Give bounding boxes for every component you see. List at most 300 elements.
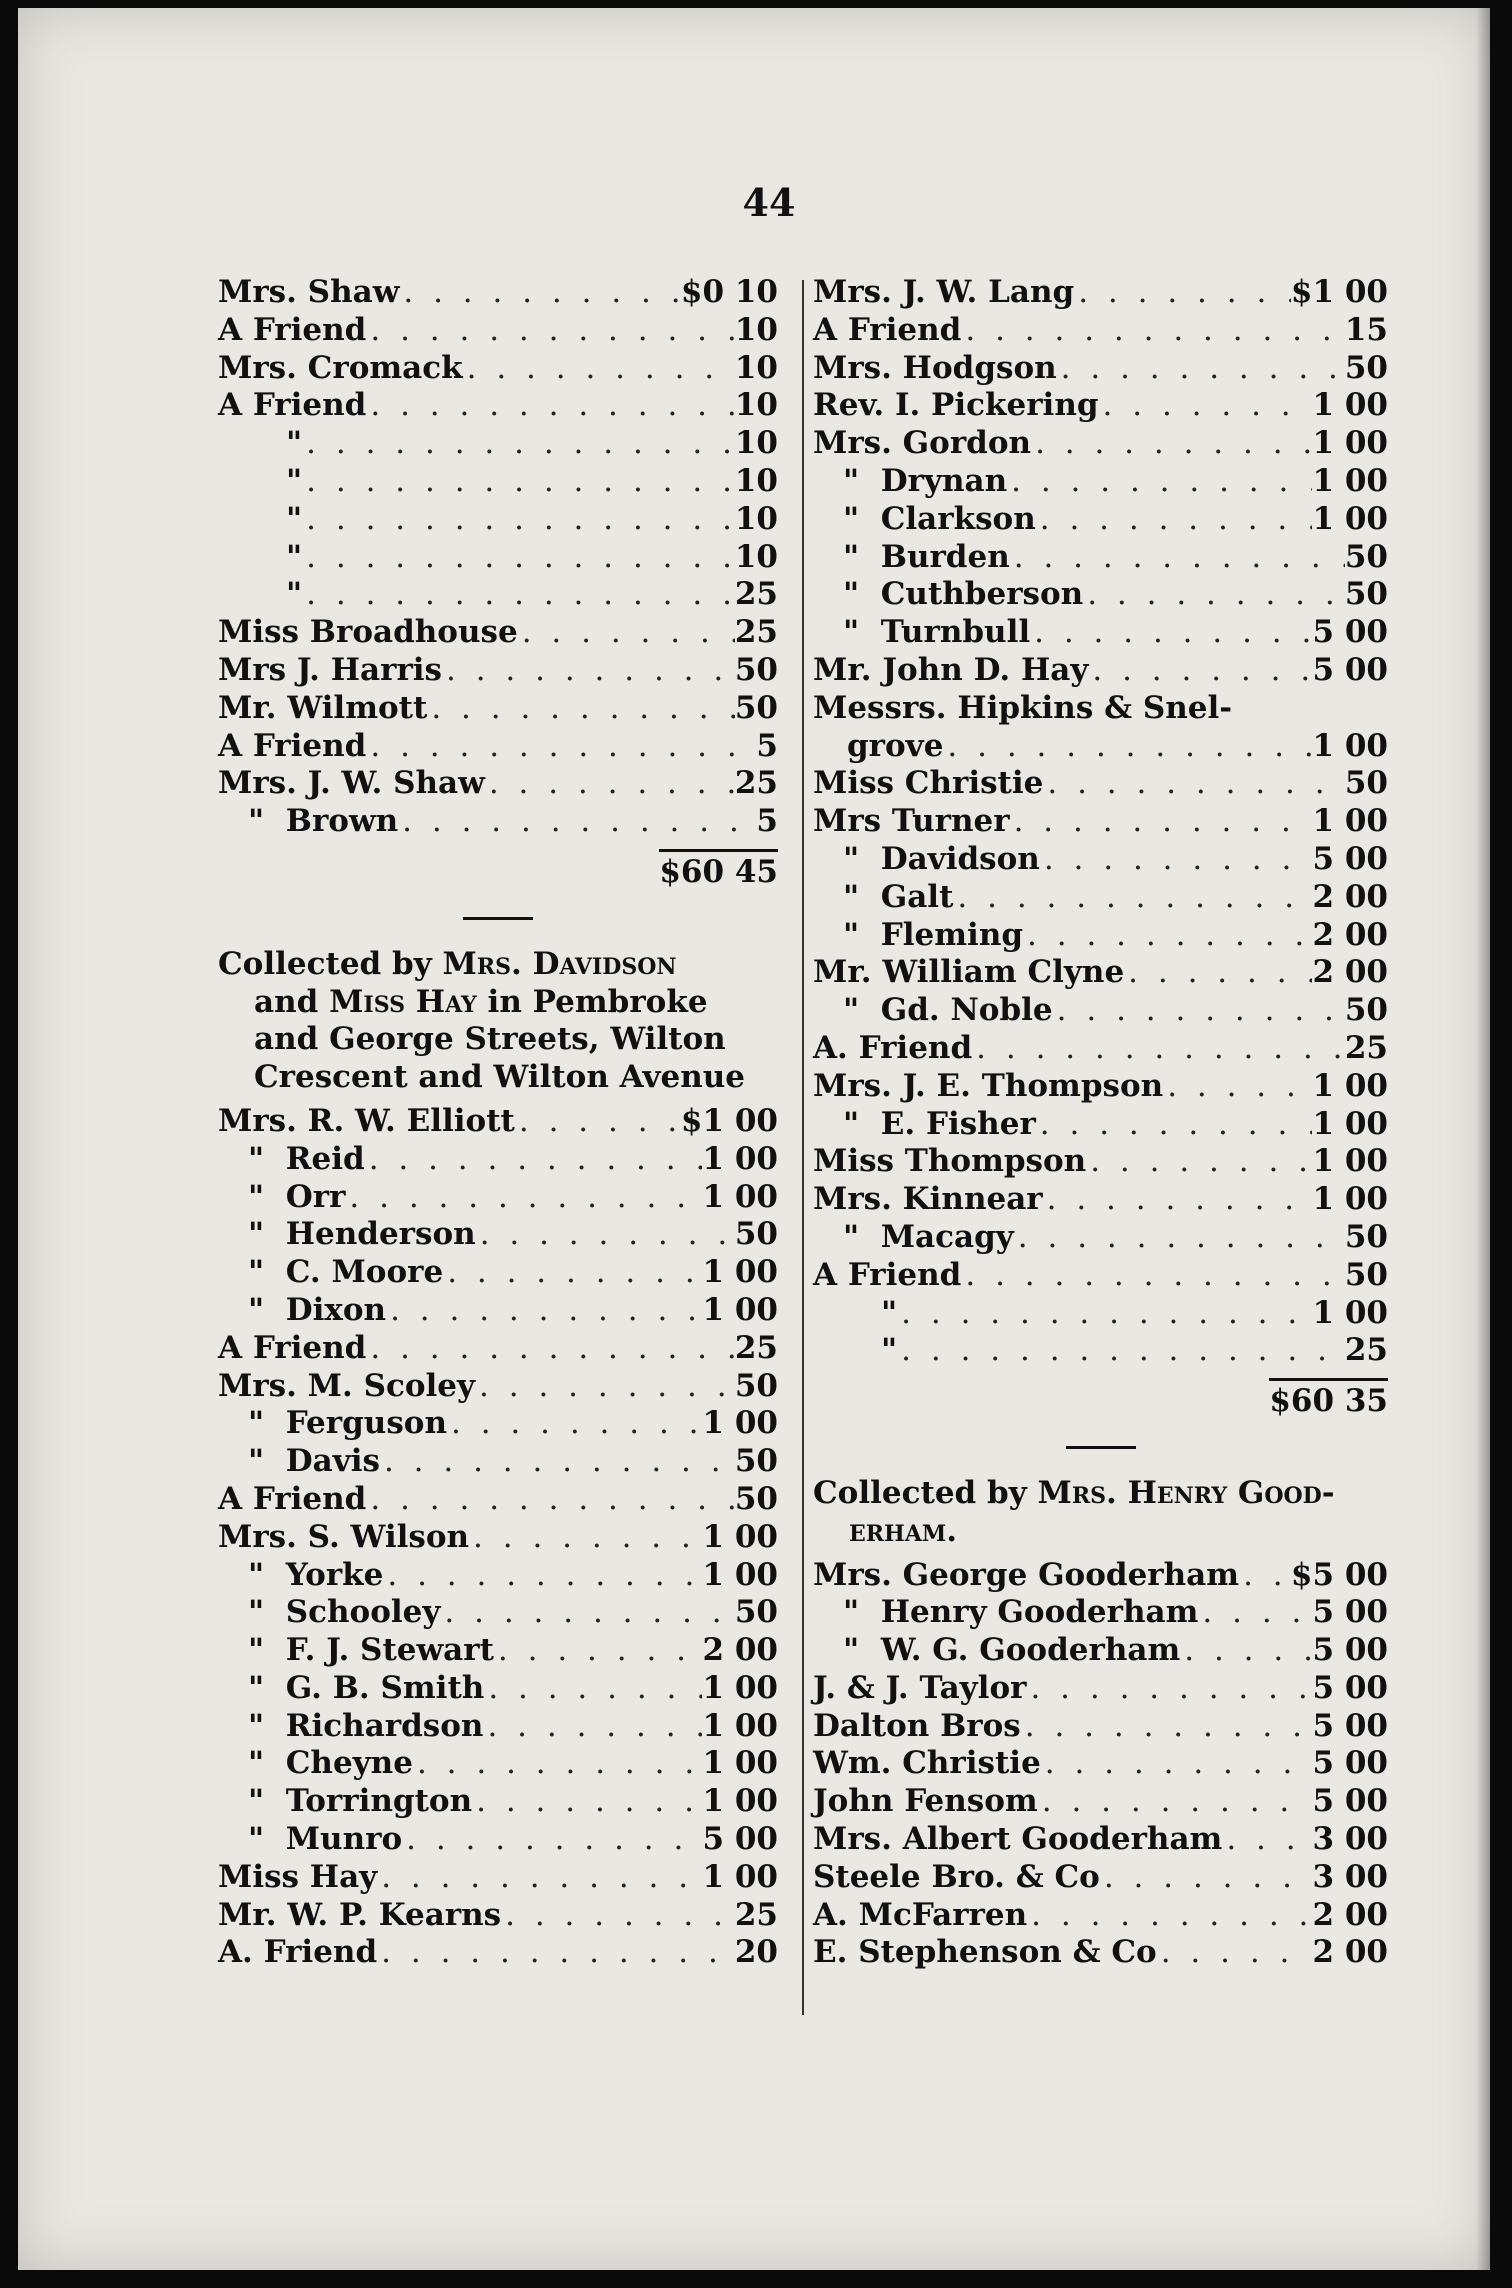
entry-amount: 25 bbox=[734, 614, 778, 651]
entry-amount: 50 bbox=[1344, 992, 1388, 1029]
left-top-total-row bbox=[218, 849, 778, 890]
leader-dots bbox=[1088, 652, 1312, 690]
entry-name: " bbox=[286, 425, 303, 462]
leader-dots bbox=[1027, 1897, 1312, 1935]
entry-name: Mr. W. P. Kearns bbox=[218, 1896, 502, 1933]
entry-name: " Galt bbox=[843, 878, 954, 915]
entry-amount: 1 00 bbox=[702, 1254, 778, 1291]
leader-dots bbox=[1040, 841, 1313, 879]
list-item bbox=[218, 1368, 778, 1406]
entry-amount: 50 bbox=[1344, 349, 1388, 386]
entry-amount: 5 00 bbox=[1312, 614, 1388, 651]
entry-name: " Torrington bbox=[248, 1783, 473, 1820]
entry-name: " Reid bbox=[248, 1140, 365, 1177]
list-item bbox=[218, 728, 778, 766]
list-item bbox=[218, 576, 778, 614]
leader-dots bbox=[1163, 1068, 1312, 1106]
leader-dots bbox=[1099, 387, 1313, 425]
entry-amount: 50 bbox=[1344, 765, 1388, 802]
entry-amount: 25 bbox=[1344, 1332, 1388, 1369]
list-item bbox=[218, 274, 778, 312]
entry-name: A Friend bbox=[218, 311, 367, 348]
list-item bbox=[218, 1103, 778, 1141]
entry-amount: 50 bbox=[1344, 1256, 1388, 1293]
entry-name: " F. J. Stewart bbox=[248, 1632, 494, 1669]
entry-amount: $1 00 bbox=[1290, 274, 1388, 310]
entry-amount: 1 00 bbox=[1312, 803, 1388, 840]
list-item bbox=[813, 1332, 1388, 1370]
entry-amount: 50 bbox=[1344, 576, 1388, 613]
list-item bbox=[813, 992, 1388, 1030]
leader-dots bbox=[383, 1557, 702, 1595]
entry-name: " bbox=[286, 576, 303, 613]
list-item bbox=[813, 954, 1388, 992]
heading-text: Collected by bbox=[813, 1474, 1038, 1511]
leader-dots bbox=[972, 1030, 1345, 1068]
leader-dots bbox=[1083, 576, 1345, 614]
list-item bbox=[813, 652, 1388, 690]
list-item bbox=[813, 1632, 1388, 1670]
entry-amount: 5 bbox=[756, 727, 778, 764]
entry-name: " Burden bbox=[843, 538, 1010, 575]
heading-line-2 bbox=[218, 984, 778, 1022]
list-item bbox=[813, 1670, 1388, 1708]
list-item bbox=[218, 1292, 778, 1330]
list-item bbox=[218, 1405, 778, 1443]
list-item bbox=[813, 1708, 1388, 1746]
entry-name: " Clarkson bbox=[843, 500, 1036, 537]
list-item bbox=[218, 1897, 778, 1935]
entry-amount: 50 bbox=[734, 1480, 778, 1517]
leader-dots bbox=[485, 765, 735, 803]
list-item bbox=[218, 1594, 778, 1632]
entry-name: " W. G. Gooderham bbox=[843, 1632, 1181, 1669]
entry-name: Wm. Christie bbox=[813, 1745, 1041, 1782]
entry-amount: 1 00 bbox=[1312, 387, 1388, 424]
list-item bbox=[813, 841, 1388, 879]
leader-dots bbox=[366, 387, 735, 425]
leader-dots bbox=[494, 1632, 703, 1670]
list-item bbox=[813, 1068, 1388, 1106]
list-item bbox=[813, 1783, 1388, 1821]
entry-amount: 1 00 bbox=[1312, 727, 1388, 764]
entry-amount: 1 00 bbox=[702, 1140, 778, 1177]
list-item bbox=[813, 728, 1388, 766]
entry-amount: 5 bbox=[756, 803, 778, 840]
entry-amount: 15 bbox=[1344, 311, 1388, 348]
entry-name: grove bbox=[847, 727, 944, 764]
heading-collector: Miss Hay bbox=[329, 983, 477, 1020]
entry-amount: 1 00 bbox=[1312, 1105, 1388, 1142]
entry-name: " bbox=[286, 538, 303, 575]
entry-amount: 50 bbox=[1344, 1218, 1388, 1255]
leader-dots bbox=[366, 1481, 735, 1519]
entry-name: Miss Hay bbox=[218, 1858, 378, 1895]
leader-dots bbox=[1010, 803, 1313, 841]
entry-name: Mrs. J. W. Lang bbox=[813, 274, 1075, 310]
list-item bbox=[813, 1219, 1388, 1257]
leader-dots bbox=[1198, 1594, 1312, 1632]
leader-dots bbox=[443, 1254, 702, 1292]
entry-name: " Yorke bbox=[248, 1556, 384, 1593]
leader-dots bbox=[475, 1368, 735, 1406]
leader-dots bbox=[463, 350, 735, 388]
entry-amount: 10 bbox=[734, 425, 778, 462]
leader-dots bbox=[961, 1257, 1345, 1295]
right-column bbox=[813, 274, 1388, 1972]
right-bottom-list bbox=[813, 1557, 1388, 1973]
column-divider bbox=[802, 280, 804, 2015]
entry-amount: 1 00 bbox=[702, 1783, 778, 1820]
entry-name: A Friend bbox=[218, 1329, 367, 1366]
entry-name: " Fleming bbox=[843, 916, 1024, 953]
list-item bbox=[813, 690, 1388, 728]
entry-name: " Gd. Noble bbox=[843, 992, 1053, 1029]
entry-name: Mr. Wilmott bbox=[218, 689, 428, 726]
leader-dots bbox=[1239, 1557, 1291, 1595]
list-item bbox=[813, 1030, 1388, 1068]
right-collection-heading bbox=[813, 1475, 1388, 1551]
entry-amount: $5 00 bbox=[1290, 1556, 1388, 1593]
entry-amount: 25 bbox=[734, 765, 778, 802]
entry-name: " Henderson bbox=[248, 1216, 476, 1253]
entry-name: " Orr bbox=[248, 1178, 346, 1215]
left-collection-heading bbox=[218, 946, 778, 1097]
entry-amount: 1 00 bbox=[702, 1178, 778, 1215]
entry-amount: 1 00 bbox=[1312, 1294, 1388, 1331]
entry-amount: 2 00 bbox=[1312, 1934, 1388, 1971]
leader-dots bbox=[302, 576, 735, 614]
entry-name: Mrs. George Gooderham bbox=[813, 1556, 1240, 1593]
entry-name: Mrs J. Harris bbox=[218, 651, 443, 688]
entry-name: " Dixon bbox=[248, 1291, 387, 1328]
leader-dots bbox=[953, 879, 1312, 917]
entry-amount: 50 bbox=[734, 1367, 778, 1404]
leader-dots bbox=[302, 425, 735, 463]
list-item bbox=[813, 1181, 1388, 1219]
entry-name: J. & J. Taylor bbox=[813, 1669, 1027, 1706]
entry-name: " Cuthberson bbox=[843, 576, 1084, 613]
entry-name: " C. Moore bbox=[248, 1254, 444, 1291]
right-top-list bbox=[813, 274, 1388, 1370]
entry-amount: 1 00 bbox=[702, 1858, 778, 1895]
list-item bbox=[813, 1295, 1388, 1333]
entry-amount: 10 bbox=[734, 387, 778, 424]
leader-dots bbox=[1124, 954, 1312, 992]
entry-amount: 2 00 bbox=[1312, 916, 1388, 953]
entry-amount: 1 00 bbox=[702, 1556, 778, 1593]
entry-name: Mrs. J. E. Thompson bbox=[813, 1067, 1164, 1104]
entry-name: " G. B. Smith bbox=[248, 1669, 485, 1706]
entry-amount: 3 00 bbox=[1312, 1858, 1388, 1895]
entry-amount: 10 bbox=[734, 311, 778, 348]
entry-name: " Munro bbox=[248, 1821, 403, 1858]
list-item bbox=[218, 1859, 778, 1897]
leader-dots bbox=[483, 1708, 702, 1746]
list-item bbox=[218, 1216, 778, 1254]
leader-dots bbox=[427, 690, 735, 728]
entry-name: Miss Christie bbox=[813, 765, 1044, 802]
entry-amount: 20 bbox=[734, 1934, 778, 1971]
leader-dots bbox=[302, 463, 735, 501]
list-item bbox=[813, 1745, 1388, 1783]
entry-amount: 3 00 bbox=[1312, 1821, 1388, 1858]
leader-dots bbox=[1023, 917, 1312, 955]
leader-dots bbox=[377, 1859, 702, 1897]
leader-dots bbox=[447, 1405, 702, 1443]
list-item bbox=[218, 614, 778, 652]
entry-name: Miss Thompson bbox=[813, 1143, 1087, 1180]
entry-name: " bbox=[881, 1332, 898, 1369]
entry-amount: 1 00 bbox=[1312, 500, 1388, 537]
entry-amount: $0 10 bbox=[680, 274, 778, 310]
entry-amount: 50 bbox=[734, 689, 778, 726]
entry-name: " Turnbull bbox=[843, 614, 1031, 651]
entry-amount: 5 00 bbox=[1312, 651, 1388, 688]
section-divider bbox=[463, 917, 533, 920]
list-item bbox=[813, 539, 1388, 577]
leader-dots bbox=[1053, 992, 1345, 1030]
list-item bbox=[813, 463, 1388, 501]
entry-amount: 25 bbox=[734, 576, 778, 613]
heading-line-3: and George Streets, Wilton bbox=[254, 1021, 726, 1058]
entry-name: Dalton Bros bbox=[813, 1707, 1021, 1744]
leader-dots bbox=[1086, 1143, 1312, 1181]
entry-name: Mr. John D. Hay bbox=[813, 651, 1089, 688]
list-item bbox=[218, 1745, 778, 1783]
leader-dots bbox=[476, 1216, 735, 1254]
entry-amount: 1 00 bbox=[1312, 462, 1388, 499]
list-item bbox=[813, 1594, 1388, 1632]
entry-name: Mr. William Clyne bbox=[813, 954, 1125, 991]
right-top-total-row bbox=[813, 1378, 1388, 1420]
list-item bbox=[813, 1106, 1388, 1144]
entry-name: " bbox=[286, 462, 303, 499]
right-top-total: $60 35 bbox=[1269, 1378, 1388, 1421]
list-item bbox=[813, 274, 1388, 312]
entry-name: John Fensom bbox=[813, 1783, 1038, 1820]
list-item bbox=[813, 1821, 1388, 1859]
leader-dots bbox=[366, 728, 756, 766]
left-column bbox=[218, 274, 778, 1972]
entry-name: " bbox=[286, 500, 303, 537]
entry-amount: $1 00 bbox=[680, 1102, 778, 1139]
entry-amount: 5 00 bbox=[1312, 840, 1388, 877]
leader-dots bbox=[366, 312, 735, 350]
entry-amount: 25 bbox=[734, 1896, 778, 1933]
entry-amount: 5 00 bbox=[1312, 1632, 1388, 1669]
entry-amount: 5 00 bbox=[1312, 1594, 1388, 1631]
entry-name: Rev. I. Pickering bbox=[813, 387, 1099, 424]
leader-dots bbox=[1057, 350, 1345, 388]
list-item bbox=[218, 1179, 778, 1217]
list-item bbox=[813, 879, 1388, 917]
leader-dots bbox=[1026, 1670, 1312, 1708]
list-item bbox=[218, 652, 778, 690]
entry-name: Mrs. Hodgson bbox=[813, 349, 1057, 386]
entry-amount: 5 00 bbox=[1312, 1783, 1388, 1820]
list-item bbox=[813, 501, 1388, 539]
entry-amount: 50 bbox=[1344, 538, 1388, 575]
leader-dots bbox=[1038, 1783, 1313, 1821]
leader-dots bbox=[1100, 1859, 1313, 1897]
leader-dots bbox=[897, 1295, 1312, 1333]
list-item bbox=[218, 1934, 778, 1972]
entry-name: " Davidson bbox=[843, 840, 1040, 877]
leader-dots bbox=[442, 652, 735, 690]
page-number: 44 bbox=[742, 180, 796, 225]
list-item bbox=[218, 539, 778, 577]
leader-dots bbox=[501, 1897, 735, 1935]
entry-amount: 25 bbox=[734, 1329, 778, 1366]
entry-amount: 1 00 bbox=[702, 1405, 778, 1442]
entry-name: Mrs. Cromack bbox=[218, 349, 463, 386]
list-item bbox=[218, 1670, 778, 1708]
list-item bbox=[218, 312, 778, 350]
list-item bbox=[218, 1254, 778, 1292]
leader-dots bbox=[1007, 463, 1312, 501]
list-item bbox=[813, 312, 1388, 350]
list-item bbox=[813, 803, 1388, 841]
leader-dots bbox=[897, 1332, 1345, 1370]
entry-name: Miss Broadhouse bbox=[218, 614, 518, 651]
entry-amount: 50 bbox=[734, 1594, 778, 1631]
entry-name: Mrs. Kinnear bbox=[813, 1181, 1043, 1218]
entry-name: Mrs. Albert Gooderham bbox=[813, 1821, 1223, 1858]
heading-text: Collected by bbox=[218, 945, 443, 982]
entry-name: A Friend bbox=[218, 727, 367, 764]
printed-page bbox=[18, 8, 1490, 2270]
entry-name: " Drynan bbox=[843, 462, 1008, 499]
leader-dots bbox=[402, 1821, 702, 1859]
entry-name: " E. Fisher bbox=[843, 1105, 1036, 1142]
list-item bbox=[218, 1632, 778, 1670]
leader-dots bbox=[380, 1443, 735, 1481]
list-item bbox=[813, 1257, 1388, 1295]
entry-name: A. McFarren bbox=[813, 1896, 1028, 1933]
list-item bbox=[813, 576, 1388, 614]
list-item bbox=[218, 1708, 778, 1746]
entry-name: " Macagy bbox=[843, 1218, 1014, 1255]
entry-name: Mrs. S. Wilson bbox=[218, 1518, 470, 1555]
list-item bbox=[218, 1783, 778, 1821]
left-top-list bbox=[218, 274, 778, 841]
leader-dots bbox=[469, 1519, 702, 1557]
leader-dots bbox=[1010, 539, 1345, 577]
list-item bbox=[218, 765, 778, 803]
list-item bbox=[218, 1330, 778, 1368]
list-item bbox=[218, 1557, 778, 1595]
list-item bbox=[813, 765, 1388, 803]
entry-amount: 5 00 bbox=[1312, 1669, 1388, 1706]
entry-amount: 1 00 bbox=[702, 1745, 778, 1782]
heading-text: and bbox=[254, 983, 330, 1020]
list-item bbox=[218, 425, 778, 463]
entry-amount: 5 00 bbox=[702, 1821, 778, 1858]
entry-amount: 5 00 bbox=[1312, 1745, 1388, 1782]
entry-name: A Friend bbox=[813, 311, 962, 348]
leader-dots bbox=[1021, 1708, 1313, 1746]
leader-dots bbox=[413, 1745, 703, 1783]
list-item bbox=[218, 350, 778, 388]
entry-name: " Schooley bbox=[248, 1594, 441, 1631]
entry-amount: 2 00 bbox=[702, 1632, 778, 1669]
leader-dots bbox=[399, 274, 681, 312]
heading-collector: Mrs. Henry Good- bbox=[1037, 1474, 1335, 1511]
list-item bbox=[218, 1141, 778, 1179]
entry-name: Mrs. J. W. Shaw bbox=[218, 765, 485, 802]
entry-name: Mrs Turner bbox=[813, 803, 1010, 840]
leader-dots bbox=[518, 614, 735, 652]
list-item bbox=[218, 1519, 778, 1557]
list-item bbox=[813, 1934, 1388, 1972]
leader-dots bbox=[1180, 1632, 1312, 1670]
leader-dots bbox=[1014, 1219, 1345, 1257]
entry-name: Mrs. Gordon bbox=[813, 425, 1032, 462]
leader-dots bbox=[365, 1141, 703, 1179]
left-bottom-list bbox=[218, 1103, 778, 1972]
entry-name: " Brown bbox=[248, 803, 399, 840]
leader-dots bbox=[1157, 1934, 1313, 1972]
leader-dots bbox=[484, 1670, 702, 1708]
entry-name: A Friend bbox=[218, 387, 367, 424]
entry-name: " Ferguson bbox=[248, 1405, 447, 1442]
entry-amount: 1 00 bbox=[702, 1669, 778, 1706]
heading-collector: Mrs. Davidson bbox=[442, 945, 677, 982]
leader-dots bbox=[961, 312, 1345, 350]
list-item bbox=[218, 463, 778, 501]
entry-name: " bbox=[881, 1294, 898, 1331]
entry-amount: 50 bbox=[734, 1443, 778, 1480]
leader-dots bbox=[943, 728, 1312, 766]
leader-dots bbox=[1074, 274, 1291, 312]
leader-dots bbox=[1030, 614, 1312, 652]
entry-name: E. Stephenson & Co bbox=[813, 1934, 1157, 1971]
entry-amount: 1 00 bbox=[1312, 1181, 1388, 1218]
leader-dots bbox=[377, 1934, 735, 1972]
leader-dots bbox=[440, 1594, 734, 1632]
entry-name: Mrs. Shaw bbox=[218, 274, 400, 310]
entry-name: A. Friend bbox=[813, 1029, 973, 1066]
leader-dots bbox=[366, 1330, 735, 1368]
leader-dots bbox=[302, 539, 735, 577]
entry-amount: 10 bbox=[734, 462, 778, 499]
leader-dots bbox=[1036, 1106, 1313, 1144]
entry-amount: 1 00 bbox=[1312, 1067, 1388, 1104]
leader-dots bbox=[1041, 1745, 1313, 1783]
leader-dots bbox=[345, 1179, 702, 1217]
entry-amount: 10 bbox=[734, 349, 778, 386]
entry-amount: 10 bbox=[734, 538, 778, 575]
leader-dots bbox=[1031, 425, 1312, 463]
entry-amount: 2 00 bbox=[1312, 954, 1388, 991]
entry-amount: 1 00 bbox=[702, 1291, 778, 1328]
leader-dots bbox=[386, 1292, 702, 1330]
leader-dots bbox=[472, 1783, 702, 1821]
list-item bbox=[813, 1859, 1388, 1897]
list-item bbox=[218, 690, 778, 728]
entry-amount: 2 00 bbox=[1312, 1896, 1388, 1933]
section-divider bbox=[1066, 1446, 1136, 1449]
entry-name: " Henry Gooderham bbox=[843, 1594, 1199, 1631]
leader-dots bbox=[1043, 1181, 1313, 1219]
entry-amount: 50 bbox=[734, 651, 778, 688]
entry-name: Steele Bro. & Co bbox=[813, 1858, 1100, 1895]
entry-amount: 5 00 bbox=[1312, 1707, 1388, 1744]
heading-line-4: Crescent and Wilton Avenue bbox=[254, 1059, 746, 1096]
entry-name: A. Friend bbox=[218, 1934, 378, 1971]
entry-name: Messrs. Hipkins & Snel- bbox=[813, 689, 1233, 726]
